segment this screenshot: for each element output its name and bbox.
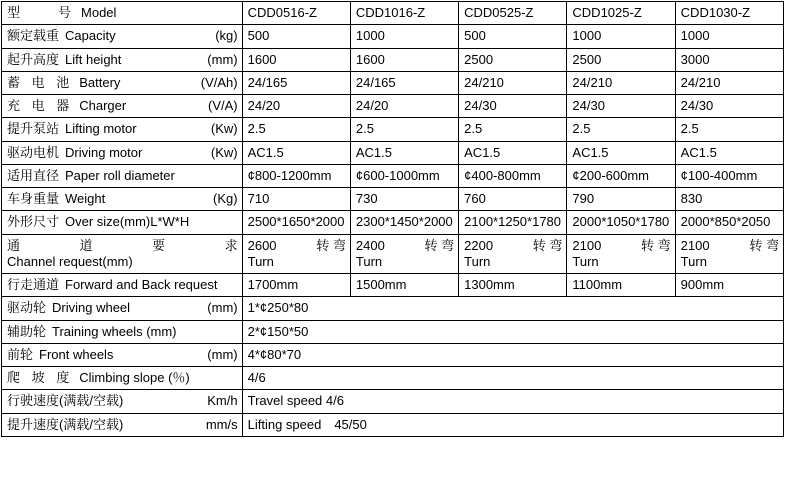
cell-value-turn-en: Turn	[247, 253, 274, 269]
row-label-unit: (Kg)	[213, 191, 238, 206]
row-label-en: Over size(mm)L*W*H	[65, 214, 190, 230]
cell-value: AC1.5	[350, 141, 458, 164]
row-label-weight	[2, 188, 243, 211]
row-label-unit: (kg)	[215, 28, 238, 44]
row-label-unit: (Kw)	[210, 121, 238, 137]
row-label-cn: 前轮	[7, 346, 34, 362]
table-row	[2, 118, 784, 141]
cell-value: 500	[459, 25, 567, 48]
cell-value-turn-cn: 转 弯	[532, 237, 563, 253]
row-label-en: Training wheels (mm)	[52, 323, 177, 339]
cell-value: 2300*1450*2000	[350, 211, 458, 234]
row-label-en: Lifting motor	[65, 121, 137, 137]
cell-value-merged: 4/6	[242, 367, 783, 390]
row-label-lifting-speed	[2, 413, 243, 436]
cell-value: ¢800-1200mm	[242, 164, 350, 187]
table-row	[2, 188, 784, 211]
cell-value	[350, 234, 458, 274]
cell-value: ¢600-1000mm	[350, 164, 458, 187]
table-row	[2, 95, 784, 118]
cell-value: 2.5	[350, 118, 458, 141]
cell-value: 830	[675, 188, 783, 211]
cell-value: ¢200-600mm	[567, 164, 675, 187]
row-label-travel-speed	[2, 390, 243, 413]
cell-value: AC1.5	[567, 141, 675, 164]
row-label-cn: 行走通道	[7, 277, 60, 292]
row-label-en: Lift height	[65, 51, 122, 67]
cell-value-merged: 1*¢250*80	[242, 297, 783, 320]
row-label-unit: (mm)	[207, 346, 238, 362]
table-row	[2, 274, 784, 297]
cell-value: 1600	[242, 48, 350, 71]
row-label-en: Capacity	[65, 28, 116, 44]
header-label-en: Model	[81, 5, 117, 20]
cell-value	[459, 234, 567, 274]
cell-value: 3000	[675, 48, 783, 71]
cell-value-turn-cn: 转 弯	[641, 237, 671, 253]
cell-value-turn-en: Turn	[572, 253, 599, 269]
cell-value: AC1.5	[459, 141, 567, 164]
cell-value-turn-cn: 转 弯	[424, 237, 455, 253]
row-label-cn: 辅助轮	[7, 323, 47, 339]
cell-value-number: 2100	[572, 237, 602, 253]
row-label-cn: 爬 坡 度	[7, 370, 74, 385]
table-row	[2, 343, 784, 366]
cell-value	[567, 234, 675, 274]
header-label-cell	[2, 2, 243, 25]
cell-value: 2500	[459, 48, 567, 71]
cell-value: 1000	[350, 25, 458, 48]
cell-value-number: 2100	[680, 237, 710, 253]
row-label-en: Forward and Back request	[65, 277, 218, 292]
cell-value: 500	[242, 25, 350, 48]
cell-value: 24/20	[242, 95, 350, 118]
table-row	[2, 71, 784, 94]
row-label-cn: 驱动电机	[7, 144, 60, 160]
cell-value: 1700mm	[242, 274, 350, 297]
cell-value: 2500	[567, 48, 675, 71]
cell-value: 1000	[675, 25, 783, 48]
row-label-en: Weight	[65, 191, 106, 206]
cell-value: 24/30	[459, 95, 567, 118]
row-label-unit: Km/h	[207, 393, 238, 409]
cell-value-merged: Travel speed 4/6	[242, 390, 783, 413]
row-label-driving-motor	[2, 141, 243, 164]
table-row	[2, 25, 784, 48]
table-row	[2, 320, 784, 343]
row-label-climbing-slope	[2, 367, 243, 390]
cell-value	[242, 234, 350, 274]
row-label-unit: (Kw)	[210, 144, 238, 160]
table-row	[2, 48, 784, 71]
row-label-over-size	[2, 211, 243, 234]
cell-value-turn-en: Turn	[464, 253, 491, 269]
table-row	[2, 211, 784, 234]
row-label-training-wheels	[2, 320, 243, 343]
cell-value: 1000	[567, 25, 675, 48]
table-row	[2, 367, 784, 390]
row-label-cn: 蓄 电 池	[7, 74, 74, 90]
cell-value: 790	[567, 188, 675, 211]
cell-value-merged: 2*¢150*50	[242, 320, 783, 343]
cell-value: AC1.5	[675, 141, 783, 164]
cell-value: 24/165	[350, 71, 458, 94]
table-row	[2, 234, 784, 274]
cell-value: 24/210	[567, 71, 675, 94]
cell-value: 760	[459, 188, 567, 211]
table-row	[2, 141, 784, 164]
cell-value: 1500mm	[350, 274, 458, 297]
row-label-cn: 外形尺寸	[7, 214, 60, 230]
row-label-unit: mm/s	[205, 416, 238, 432]
cell-value-number: 2600	[247, 237, 277, 253]
cell-value-number: 2200	[464, 237, 494, 253]
row-label-cn: 提升泵站	[7, 121, 60, 137]
cell-value: 900mm	[675, 274, 783, 297]
table-header-row	[2, 2, 784, 25]
table-row	[2, 297, 784, 320]
cell-value-turn-en: Turn	[680, 253, 707, 269]
row-label-en: Climbing slope (％)	[79, 370, 190, 385]
column-header-0: CDD0516-Z	[242, 2, 350, 25]
row-label-unit: (V/Ah)	[200, 74, 238, 90]
row-label-lift-height	[2, 48, 243, 71]
cell-value: 730	[350, 188, 458, 211]
cell-value: ¢400-800mm	[459, 164, 567, 187]
row-label-en: Driving motor	[65, 144, 143, 160]
row-label-unit: (mm)	[207, 300, 238, 316]
cell-value-merged: 4*¢80*70	[242, 343, 783, 366]
column-header-4: CDD1030-Z	[675, 2, 783, 25]
row-label-unit: (V/A)	[207, 98, 238, 113]
row-label-driving-wheel	[2, 297, 243, 320]
cell-value: 2000*1050*1780	[567, 211, 675, 234]
column-header-2: CDD0525-Z	[459, 2, 567, 25]
row-label-unit: (mm)	[207, 51, 238, 67]
cell-value-turn-cn: 转 弯	[749, 237, 779, 253]
row-label-charger	[2, 95, 243, 118]
cell-value-merged: Lifting speed 45/50	[242, 413, 783, 436]
row-label-cn: 适用直径	[7, 167, 60, 183]
cell-value: 24/30	[675, 95, 783, 118]
row-label-battery	[2, 71, 243, 94]
cell-value: 2000*850*2050	[675, 211, 783, 234]
cell-value: 2100*1250*1780	[459, 211, 567, 234]
cell-value-turn-cn: 转 弯	[316, 237, 346, 253]
row-label-en: Paper roll diameter	[65, 167, 175, 183]
specifications-table	[1, 1, 784, 437]
cell-value: 2.5	[242, 118, 350, 141]
cell-value: 24/30	[567, 95, 675, 118]
cell-value: 2.5	[675, 118, 783, 141]
row-label-en: Charger	[79, 98, 127, 113]
row-label-forward-back-request	[2, 274, 243, 297]
row-label-en: Front wheels	[39, 346, 114, 362]
row-label-lifting-motor	[2, 118, 243, 141]
cell-value: 24/165	[242, 71, 350, 94]
row-label-en: Driving wheel	[52, 300, 131, 316]
cell-value: 710	[242, 188, 350, 211]
cell-value: ¢100-400mm	[675, 164, 783, 187]
cell-value: AC1.5	[242, 141, 350, 164]
cell-value: 24/210	[459, 71, 567, 94]
cell-value: 1600	[350, 48, 458, 71]
row-label-paper-roll-diameter	[2, 164, 243, 187]
cell-value: 24/210	[675, 71, 783, 94]
cell-value: 2.5	[567, 118, 675, 141]
row-label-cn: 通 道 要 求	[7, 237, 238, 253]
row-label-cn: 驱动轮	[7, 300, 47, 316]
cell-value: 2.5	[459, 118, 567, 141]
header-label-cn: 型 号	[7, 5, 76, 20]
cell-value: 1300mm	[459, 274, 567, 297]
row-label-en: Channel request(mm)	[7, 253, 133, 269]
cell-value	[675, 234, 783, 274]
table-row	[2, 390, 784, 413]
cell-value: 1100mm	[567, 274, 675, 297]
table-row	[2, 413, 784, 436]
column-header-1: CDD1016-Z	[350, 2, 458, 25]
row-label-front-wheels	[2, 343, 243, 366]
row-label-cn: 充 电 器	[7, 98, 74, 113]
row-label-cn: 提升速度(满载/空载)	[7, 416, 124, 432]
cell-value-turn-en: Turn	[355, 253, 383, 269]
row-label-cn: 起升高度	[7, 51, 60, 67]
cell-value-number: 2400	[355, 237, 385, 253]
row-label-channel-request	[2, 234, 243, 274]
row-label-en: Battery	[79, 74, 121, 90]
table-row	[2, 164, 784, 187]
cell-value: 24/20	[350, 95, 458, 118]
row-label-cn: 车身重量	[7, 191, 60, 206]
row-label-cn: 额定载重	[7, 28, 60, 44]
row-label-capacity	[2, 25, 243, 48]
cell-value: 2500*1650*2000	[242, 211, 350, 234]
row-label-cn: 行驶速度(满载/空载)	[7, 393, 124, 409]
column-header-3: CDD1025-Z	[567, 2, 675, 25]
